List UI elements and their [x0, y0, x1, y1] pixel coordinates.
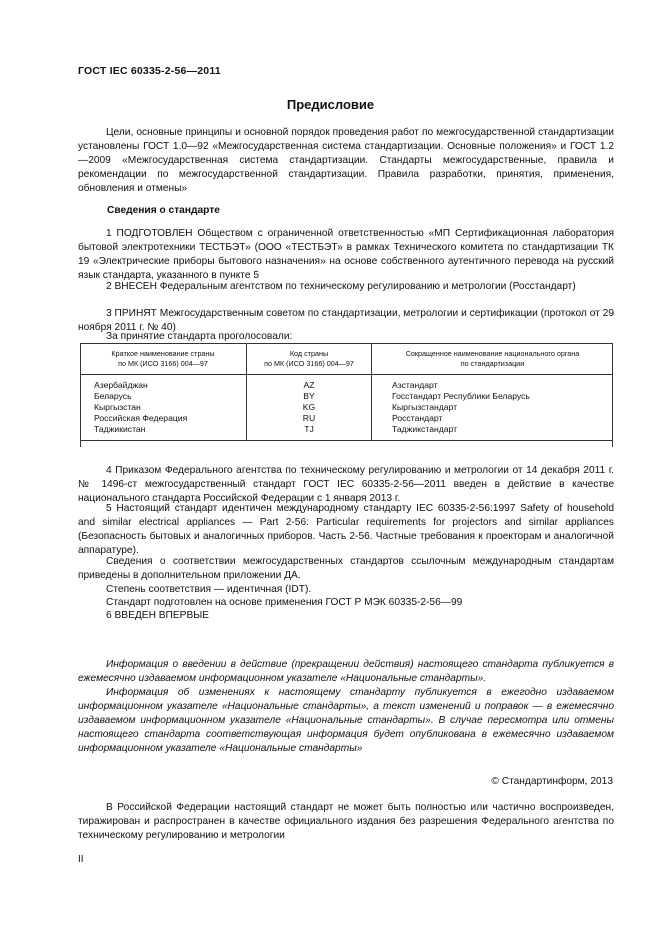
info-text-1: Информация о введении в действие (прекращении действия) настоящего стандарта публикуется в ежемесячно издаваемом информационном указателе «Национальные стандарты». [78, 659, 614, 684]
table-row [80, 402, 613, 413]
item-5-references-text: Сведения о соответствии межгосударственных стандартов ссылочным международным стандартам приведены в дополнительном приложении ДА. [78, 556, 614, 581]
country-cell: Кыргызстан [94, 402, 141, 412]
country-cell: Таджикистан [80, 424, 247, 441]
code-cell: TJ [247, 424, 372, 441]
item-5-basis [78, 596, 614, 610]
item-4 [78, 464, 614, 506]
column-header-country: Краткое наименование страны по МК (ИСО 3166) 004—97 [80, 344, 247, 375]
body-cell: Росстандарт [372, 413, 614, 424]
code-cell: KG [247, 402, 372, 413]
info-paragraph-2 [78, 686, 614, 756]
table-row [80, 424, 613, 441]
item-6-text: 6 ВВЕДЕН ВПЕРВЫЕ [106, 610, 210, 621]
code-cell: RU [247, 413, 372, 424]
item-1 [78, 227, 614, 283]
item-2 [78, 280, 614, 294]
document-header: ГОСТ IEC 60335-2-56—2011 [78, 65, 221, 77]
item-5-text: 5 Настоящий стандарт идентичен международному стандарту IEC 60335-2-56:1997 Safety of household and similar electrical appliances — Part 2-56: Particular requirements for projectors and similar appliances (Безопасность бытовых и аналогичных приборов. Часть 2-56. Частные требования к проекторам и аналогичной аппаратуре). [78, 503, 614, 556]
item-5 [78, 502, 614, 558]
voted-text: За принятие стандарта проголосовали: [106, 331, 293, 342]
item-5-basis-text: Стандарт подготовлен на основе применения ГОСТ Р МЭК 60335-2-56—99 [106, 597, 463, 608]
countries-table [80, 343, 613, 441]
body-cell: Таджикстандарт [372, 424, 614, 441]
body-cell: Госстандарт Республики Беларусь [372, 391, 614, 402]
copyright-notice: © Стандартинформ, 2013 [491, 776, 613, 787]
item-5-degree [78, 583, 614, 597]
item-3-text: 3 ПРИНЯТ Межгосударственным советом по стандартизации, метрологии и сертификации (протокол от 29 ноября 2011 г. № 40) [78, 308, 614, 333]
item-2-text: 2 ВНЕСЕН Федеральным агентством по техническому регулированию и метрологии (Росстандарт) [106, 281, 576, 292]
column-header-code: Код страны по МК (ИСО 3166) 004—97 [247, 344, 372, 375]
page-title: Предисловие [286, 97, 375, 112]
rights-text: В Российской Федерации настоящий стандарт не может быть полностью или частично воспроизведен, тиражирован и распространен в качестве официального издания без разрешения Федерального агентства по техническому регулированию и метрологии [78, 802, 614, 841]
item-1-text: 1 ПОДГОТОВЛЕН Обществом с ограниченной ответственностью «МП Сертификационная лаборатория бытовой электротехники ТЕСТБЭТ» (ООО «ТЕСТБЭТ» в рамках Технического комитета по стандартизации ТК 19 «Электрические приборы бытового назначения» на основе собственного аутентичного перевода на русский язык стандарта, указанного в пункте 5 [78, 228, 614, 281]
body-cell: Азстандарт [372, 375, 614, 392]
country-cell: Беларусь [94, 391, 132, 401]
table-row [80, 391, 613, 402]
item-5-references [78, 555, 614, 583]
info-paragraph-1 [78, 658, 614, 686]
item-5-degree-text: Степень соответствия — идентичная (IDT). [106, 584, 312, 595]
item-6 [78, 609, 614, 623]
preface-paragraph [78, 126, 614, 196]
item-4-text: 4 Приказом Федерального агентства по техническому регулированию и метрологии от 14 декабря 2011 г. № 1496-ст межгосударственный стандарт ГОСТ IEC 60335-2-56—2011 введен в действие в качестве национального стандарта Российской Федерации с 1 января 2013 г. [78, 465, 614, 504]
column-header-body: Сокращенное наименование национального органа по стандартизации [372, 344, 614, 375]
section-subtitle: Сведения о стандарте [107, 205, 220, 216]
code-cell: BY [247, 391, 372, 402]
body-cell: Кыргызстандарт [372, 402, 614, 413]
page-number: II [78, 854, 84, 865]
voted-line [78, 330, 614, 344]
table-row [80, 413, 613, 424]
info-text-2: Информация об изменениях к настоящему стандарту публикуется в ежегодно издаваемом информационном указателе «Национальные стандарты», а текст изменений и поправок — в ежемесячно издаваемом информационном указателе «Национальные стандарты». В случае пересмотра или отмены настоящего стандарта соответствующая информация будет опубликована в ежемесячно издаваемом информационном указателе «Национальные стандарты» [78, 687, 614, 754]
table-row [80, 375, 613, 392]
country-cell: Российская Федерация [94, 413, 188, 423]
country-cell: Азербайджан [94, 380, 148, 390]
code-cell: AZ [247, 375, 372, 392]
preface-text: Цели, основные принципы и основной порядок проведения работ по межгосударственной стандартизации установлены ГОСТ 1.0—92 «Межгосударственная система стандартизации. Основные положения» и ГОСТ 1.2—2009 «Межгосударственная система стандартизации. Стандарты межгосударственные, правила и рекомендации по межгосударственной стандартизации. Правила разработки, принятия, применения, обновления и отмены» [78, 127, 614, 194]
rights-paragraph [78, 801, 614, 843]
